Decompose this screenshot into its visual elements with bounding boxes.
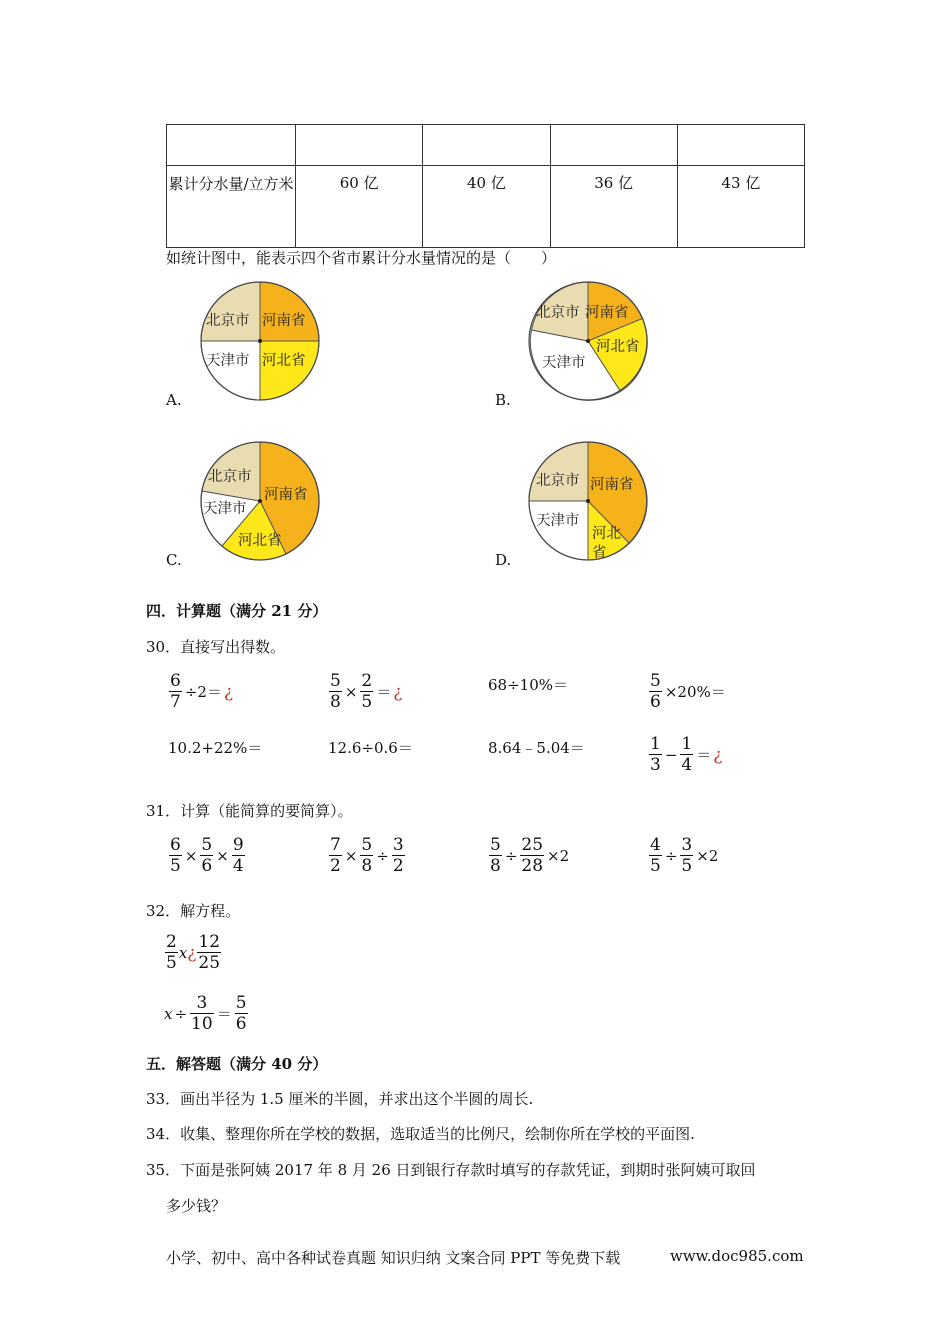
q32-equation-b: x ÷ $\frac{3}{10}$ ＝ $\frac{5}{6}$ [164,993,247,1034]
label-hebei: 河北省 [596,339,640,355]
label-hebei-2: 省 [592,545,607,561]
fraction: $\frac{9}{4}$ [232,835,244,876]
option-d-letter: D. [495,551,512,569]
table-cell [423,125,550,166]
q30-item-f: 12.6÷0.6＝ [328,739,413,757]
q30-item-g: 8.64﹣5.04＝ [488,739,585,757]
fraction: $\frac{1}{4}$ [681,734,693,775]
fraction: $\frac{2}{5}$ [361,671,373,712]
q31-item-d: $\frac{4}{5}$ ÷ $\frac{3}{5}$ ×2 [650,835,719,876]
table-row [167,166,805,248]
question-text: 如统计图中，能表示四个省市累计分水量情况的是（ ） [166,249,557,267]
table-cell: 36 亿 [550,166,677,248]
pie-chart-d[interactable] [528,441,648,561]
q31-item-c: $\frac{5}{8}$ ÷ $\frac{25}{28}$ ×2 [490,835,570,876]
footer-text: 小学、初中、高中各种试卷真题 知识归纳 文案合同 PPT 等免费下载 [166,1249,621,1267]
option-c-letter: C. [166,551,182,569]
option-a-letter: A. [166,391,182,409]
label-henan: 河南省 [264,487,308,503]
option-b-letter: B. [495,391,511,409]
table-cell: 40 亿 [423,166,550,248]
q32-text: 32．解方程。 [146,902,241,920]
pie-chart-a[interactable] [200,281,320,401]
q30-item-c: 68÷10%＝ [488,676,568,694]
label-hebei: 河北省 [238,533,282,549]
slice-henan [260,282,319,341]
fraction: $\frac{5}{6}$ [201,835,213,876]
label-beijing: 北京市 [536,305,580,321]
q30-item-h: $\frac{1}{3}$ − $\frac{1}{4}$ ＝ ¿ [650,734,723,775]
fraction: $\frac{3}{2}$ [392,835,404,876]
fraction: $\frac{25}{28}$ [521,835,544,876]
table-cell [296,125,423,166]
fraction: $\frac{4}{5}$ [650,835,661,876]
label-tianjin: 天津市 [203,501,247,517]
fraction: $\frac{6}{5}$ [170,835,181,876]
label-tianjin: 天津市 [206,353,250,369]
q30-item-b: $\frac{5}{8}$ × $\frac{2}{5}$ ＝ ¿ [330,671,403,712]
q30-item-d: $\frac{5}{6}$ ×20%＝ [650,671,726,712]
label-tianjin: 天津市 [542,355,586,371]
q33-text: 33．画出半径为 1.5 厘米的半圆，并求出这个半圆的周长. [146,1090,534,1108]
table-cell [550,125,677,166]
label-beijing: 北京市 [206,313,250,329]
q32-equation-a: $\frac{2}{5}$ x ¿ $\frac{12}{25}$ [166,932,221,973]
fraction: $\frac{5}{6}$ [235,993,247,1034]
slice-beijing [201,282,260,341]
label-hebei: 河北 [592,526,621,542]
fraction: $\frac{5}{8}$ [490,835,501,876]
fraction: $\frac{5}{8}$ [361,835,373,876]
label-beijing: 北京市 [536,473,580,489]
fraction: $\frac{3}{10}$ [191,993,213,1034]
footer-url[interactable]: www.doc985.com [670,1247,804,1265]
q31-text: 31．计算（能简算的要简算）。 [146,802,353,820]
section-4-title: 四．计算题（满分 21 分） [146,602,328,620]
fraction: $\frac{2}{5}$ [166,932,177,973]
q30-item-a: $\frac{6}{7}$ ÷2＝ ¿ [170,671,234,712]
pie-chart-b[interactable] [528,281,648,401]
q31-item-b: $\frac{7}{2}$ × $\frac{5}{8}$ ÷ $\frac{3}{2}$ [330,835,404,876]
table-cell: 43 亿 [677,166,804,248]
fraction: $\frac{12}{25}$ [198,932,221,973]
fraction: $\frac{7}{2}$ [330,835,341,876]
slice-hebei [260,341,319,400]
fraction: $\frac{1}{3}$ [650,734,661,775]
slice-tianjin [529,501,588,560]
q35-text-line1: 35．下面是张阿姨 2017 年 8 月 26 日到银行存款时填写的存款凭证，到期时张阿姨可取回 [146,1161,756,1179]
fraction: $\frac{5}{6}$ [650,671,661,712]
slice-tianjin [201,341,260,400]
fraction: $\frac{5}{8}$ [330,671,341,712]
q34-text: 34．收集、整理你所在学校的数据，选取适当的比例尺，绘制你所在学校的平面图. [146,1125,695,1143]
q35-text-line2: 多少钱？ [166,1197,227,1215]
label-beijing: 北京市 [208,469,252,485]
q31-item-a: $\frac{6}{5}$ × $\frac{5}{6}$ × $\frac{9}{4}$ [170,835,244,876]
label-henan: 河南省 [262,313,306,329]
fraction: $\frac{3}{5}$ [681,835,693,876]
fraction: $\frac{6}{7}$ [170,671,181,712]
q30-item-e: 10.2+22%＝ [168,739,263,757]
label-hebei: 河北省 [262,353,306,369]
table-row [167,125,805,166]
table-cell [167,125,296,166]
section-5-title: 五．解答题（满分 40 分） [146,1055,328,1073]
label-tianjin: 天津市 [536,513,580,529]
label-henan: 河南省 [590,477,634,493]
table-row-label: 累计分水量/立方米 [167,166,296,248]
table-cell [677,125,804,166]
label-henan: 河南省 [585,305,629,321]
pie-chart-c[interactable] [200,441,320,561]
q30-text: 30．直接写出得数。 [146,638,286,656]
water-table [166,124,805,248]
table-cell: 60 亿 [296,166,423,248]
slice-beijing [529,442,588,501]
